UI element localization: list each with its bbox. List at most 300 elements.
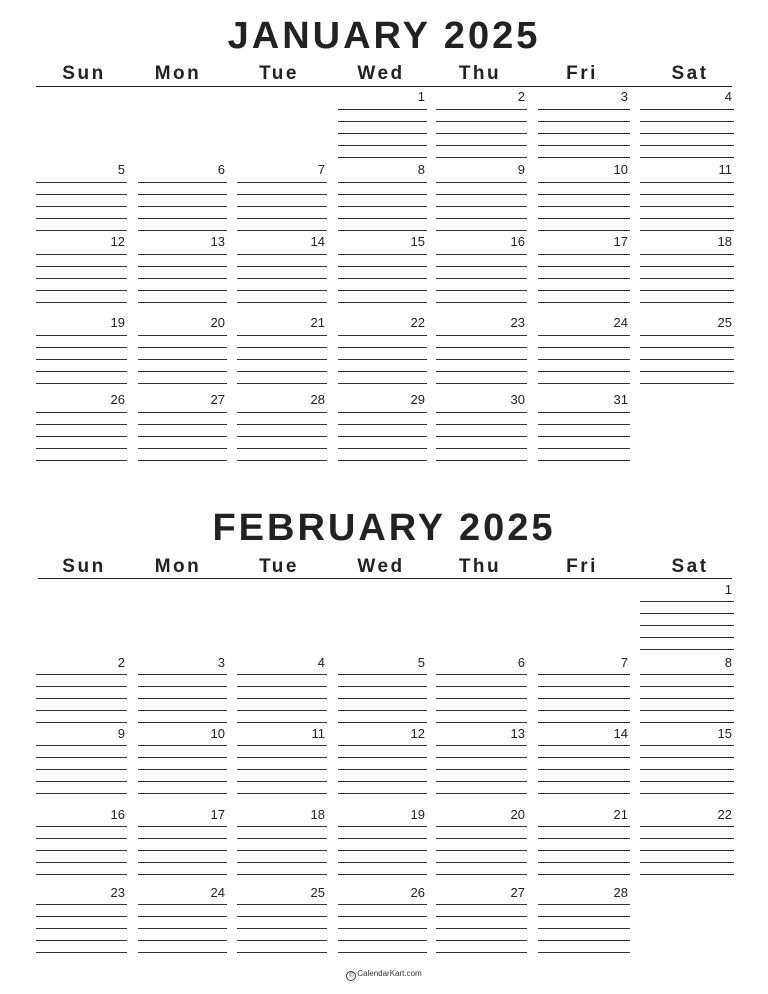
writing-line[interactable] (237, 230, 327, 231)
writing-line[interactable] (138, 302, 227, 303)
writing-line[interactable] (36, 826, 127, 827)
writing-line[interactable] (36, 674, 127, 675)
writing-line[interactable] (36, 194, 127, 195)
writing-line[interactable] (436, 157, 527, 158)
writing-line[interactable] (640, 649, 734, 650)
writing-line[interactable] (538, 302, 630, 303)
writing-line[interactable] (36, 781, 127, 782)
writing-line[interactable] (338, 874, 427, 875)
writing-line[interactable] (538, 218, 630, 219)
writing-line[interactable] (640, 182, 734, 183)
writing-line[interactable] (237, 940, 327, 941)
writing-line[interactable] (237, 460, 327, 461)
writing-line[interactable] (338, 781, 427, 782)
writing-line[interactable] (36, 460, 127, 461)
writing-line[interactable] (237, 904, 327, 905)
writing-line[interactable] (338, 757, 427, 758)
writing-line[interactable] (36, 278, 127, 279)
writing-line[interactable] (338, 686, 427, 687)
writing-line[interactable] (237, 412, 327, 413)
writing-line[interactable] (338, 710, 427, 711)
writing-line[interactable] (436, 290, 527, 291)
writing-line[interactable] (138, 448, 227, 449)
writing-line[interactable] (640, 637, 734, 638)
writing-line[interactable] (538, 850, 630, 851)
writing-line[interactable] (36, 254, 127, 255)
writing-line[interactable] (538, 838, 630, 839)
writing-line[interactable] (36, 916, 127, 917)
writing-line[interactable] (640, 254, 734, 255)
writing-line[interactable] (36, 793, 127, 794)
writing-line[interactable] (436, 218, 527, 219)
writing-line[interactable] (436, 145, 527, 146)
writing-line[interactable] (640, 230, 734, 231)
writing-line[interactable] (538, 290, 630, 291)
day-number: 11 (718, 162, 732, 177)
writing-line[interactable] (138, 862, 227, 863)
writing-line[interactable] (436, 121, 527, 122)
writing-line[interactable] (640, 601, 734, 602)
writing-line[interactable] (640, 874, 734, 875)
writing-line[interactable] (36, 424, 127, 425)
writing-line[interactable] (538, 412, 630, 413)
writing-line[interactable] (138, 940, 227, 941)
writing-line[interactable] (640, 710, 734, 711)
writing-line[interactable] (338, 218, 427, 219)
writing-line[interactable] (138, 698, 227, 699)
writing-line[interactable] (237, 826, 327, 827)
writing-line[interactable] (436, 412, 527, 413)
writing-line[interactable] (237, 838, 327, 839)
writing-line[interactable] (36, 904, 127, 905)
writing-line[interactable] (338, 448, 427, 449)
writing-line[interactable] (338, 952, 427, 953)
writing-line[interactable] (538, 928, 630, 929)
writing-line[interactable] (338, 194, 427, 195)
writing-line[interactable] (237, 722, 327, 723)
writing-line[interactable] (338, 698, 427, 699)
writing-line[interactable] (436, 769, 527, 770)
writing-line[interactable] (338, 359, 427, 360)
writing-line[interactable] (640, 157, 734, 158)
writing-line[interactable] (237, 206, 327, 207)
writing-line[interactable] (138, 194, 227, 195)
header-rule (36, 86, 732, 87)
writing-line[interactable] (338, 826, 427, 827)
writing-line[interactable] (436, 850, 527, 851)
writing-line[interactable] (436, 916, 527, 917)
writing-line[interactable] (237, 781, 327, 782)
writing-line[interactable] (538, 121, 630, 122)
writing-line[interactable] (436, 838, 527, 839)
writing-line[interactable] (640, 613, 734, 614)
writing-line[interactable] (36, 412, 127, 413)
writing-line[interactable] (538, 145, 630, 146)
writing-line[interactable] (237, 371, 327, 372)
writing-line[interactable] (338, 254, 427, 255)
writing-line[interactable] (138, 371, 227, 372)
writing-line[interactable] (436, 460, 527, 461)
writing-line[interactable] (640, 359, 734, 360)
writing-line[interactable] (138, 850, 227, 851)
writing-line[interactable] (138, 230, 227, 231)
writing-line[interactable] (436, 436, 527, 437)
writing-line[interactable] (36, 838, 127, 839)
writing-line[interactable] (436, 206, 527, 207)
writing-line[interactable] (538, 266, 630, 267)
writing-line[interactable] (338, 133, 427, 134)
writing-line[interactable] (538, 460, 630, 461)
writing-line[interactable] (538, 359, 630, 360)
writing-line[interactable] (538, 436, 630, 437)
writing-line[interactable] (237, 710, 327, 711)
writing-line[interactable] (538, 826, 630, 827)
writing-line[interactable] (436, 335, 527, 336)
writing-line[interactable] (640, 335, 734, 336)
writing-line[interactable] (538, 206, 630, 207)
writing-line[interactable] (338, 371, 427, 372)
writing-line[interactable] (138, 952, 227, 953)
writing-line[interactable] (538, 182, 630, 183)
writing-line[interactable] (138, 781, 227, 782)
writing-line[interactable] (538, 674, 630, 675)
writing-line[interactable] (338, 278, 427, 279)
writing-line[interactable] (436, 722, 527, 723)
writing-line[interactable] (36, 302, 127, 303)
writing-line[interactable] (36, 290, 127, 291)
writing-line[interactable] (36, 710, 127, 711)
writing-line[interactable] (237, 757, 327, 758)
writing-line[interactable] (338, 109, 427, 110)
writing-line[interactable] (640, 383, 734, 384)
writing-line[interactable] (640, 862, 734, 863)
writing-line[interactable] (436, 862, 527, 863)
writing-line[interactable] (538, 424, 630, 425)
day-cell (640, 808, 734, 878)
writing-line[interactable] (138, 826, 227, 827)
writing-line[interactable] (640, 121, 734, 122)
writing-line[interactable] (138, 182, 227, 183)
writing-line[interactable] (138, 424, 227, 425)
writing-line[interactable] (138, 686, 227, 687)
writing-line[interactable] (237, 266, 327, 267)
writing-line[interactable] (436, 266, 527, 267)
writing-line[interactable] (640, 757, 734, 758)
writing-line[interactable] (237, 674, 327, 675)
writing-line[interactable] (237, 448, 327, 449)
writing-line[interactable] (436, 686, 527, 687)
writing-line[interactable] (436, 383, 527, 384)
writing-line[interactable] (36, 874, 127, 875)
writing-line[interactable] (36, 347, 127, 348)
writing-line[interactable] (237, 383, 327, 384)
writing-line[interactable] (237, 218, 327, 219)
writing-line[interactable] (436, 781, 527, 782)
writing-line[interactable] (640, 674, 734, 675)
writing-line[interactable] (436, 194, 527, 195)
writing-line[interactable] (538, 371, 630, 372)
writing-line[interactable] (36, 218, 127, 219)
writing-line[interactable] (538, 194, 630, 195)
writing-line[interactable] (538, 769, 630, 770)
writing-line[interactable] (138, 757, 227, 758)
writing-line[interactable] (640, 625, 734, 626)
writing-line[interactable] (138, 904, 227, 905)
writing-line[interactable] (237, 359, 327, 360)
writing-line[interactable] (237, 862, 327, 863)
writing-line[interactable] (436, 674, 527, 675)
writing-line[interactable] (138, 218, 227, 219)
writing-line[interactable] (138, 928, 227, 929)
writing-line[interactable] (538, 781, 630, 782)
writing-line[interactable] (36, 928, 127, 929)
writing-line[interactable] (36, 335, 127, 336)
writing-line[interactable] (338, 383, 427, 384)
writing-line[interactable] (338, 424, 427, 425)
writing-line[interactable] (138, 290, 227, 291)
writing-line[interactable] (338, 436, 427, 437)
writing-line[interactable] (436, 230, 527, 231)
day-number: 6 (217, 162, 225, 177)
writing-line[interactable] (436, 371, 527, 372)
writing-line[interactable] (538, 793, 630, 794)
writing-line[interactable] (640, 109, 734, 110)
writing-line[interactable] (436, 347, 527, 348)
writing-line[interactable] (338, 266, 427, 267)
writing-line[interactable] (640, 266, 734, 267)
writing-line[interactable] (538, 722, 630, 723)
writing-line[interactable] (436, 302, 527, 303)
writing-line[interactable] (338, 838, 427, 839)
writing-line[interactable] (237, 254, 327, 255)
writing-line[interactable] (436, 904, 527, 905)
writing-line[interactable] (138, 722, 227, 723)
writing-line[interactable] (338, 206, 427, 207)
writing-line[interactable] (640, 302, 734, 303)
writing-line[interactable] (436, 793, 527, 794)
writing-line[interactable] (36, 359, 127, 360)
writing-line[interactable] (237, 928, 327, 929)
writing-line[interactable] (436, 826, 527, 827)
writing-line[interactable] (138, 266, 227, 267)
writing-line[interactable] (538, 133, 630, 134)
writing-line[interactable] (640, 133, 734, 134)
writing-line[interactable] (138, 254, 227, 255)
writing-line[interactable] (640, 278, 734, 279)
writing-line[interactable] (36, 757, 127, 758)
writing-line[interactable] (237, 436, 327, 437)
writing-line[interactable] (338, 745, 427, 746)
writing-line[interactable] (36, 230, 127, 231)
writing-line[interactable] (538, 952, 630, 953)
writing-line[interactable] (138, 347, 227, 348)
writing-line[interactable] (640, 745, 734, 746)
writing-line[interactable] (640, 722, 734, 723)
writing-line[interactable] (436, 254, 527, 255)
writing-line[interactable] (36, 182, 127, 183)
writing-line[interactable] (538, 862, 630, 863)
writing-line[interactable] (237, 182, 327, 183)
writing-line[interactable] (237, 278, 327, 279)
writing-line[interactable] (36, 940, 127, 941)
writing-line[interactable] (338, 916, 427, 917)
writing-line[interactable] (538, 686, 630, 687)
writing-line[interactable] (538, 109, 630, 110)
writing-line[interactable] (138, 412, 227, 413)
writing-line[interactable] (538, 448, 630, 449)
writing-line[interactable] (138, 874, 227, 875)
writing-line[interactable] (538, 230, 630, 231)
writing-line[interactable] (436, 745, 527, 746)
writing-line[interactable] (640, 769, 734, 770)
writing-line[interactable] (36, 383, 127, 384)
writing-line[interactable] (138, 769, 227, 770)
writing-line[interactable] (640, 698, 734, 699)
writing-line[interactable] (138, 335, 227, 336)
writing-line[interactable] (338, 674, 427, 675)
writing-line[interactable] (538, 698, 630, 699)
writing-line[interactable] (640, 218, 734, 219)
day-number: 20 (510, 807, 525, 822)
writing-line[interactable] (640, 850, 734, 851)
writing-line[interactable] (640, 194, 734, 195)
writing-line[interactable] (138, 278, 227, 279)
writing-line[interactable] (436, 133, 527, 134)
writing-line[interactable] (640, 793, 734, 794)
writing-line[interactable] (436, 874, 527, 875)
writing-line[interactable] (538, 254, 630, 255)
writing-line[interactable] (640, 290, 734, 291)
writing-line[interactable] (338, 347, 427, 348)
writing-line[interactable] (338, 302, 427, 303)
writing-line[interactable] (338, 230, 427, 231)
writing-line[interactable] (237, 290, 327, 291)
writing-line[interactable] (640, 371, 734, 372)
writing-line[interactable] (436, 698, 527, 699)
writing-line[interactable] (436, 710, 527, 711)
writing-line[interactable] (237, 302, 327, 303)
writing-line[interactable] (538, 335, 630, 336)
writing-line[interactable] (138, 710, 227, 711)
writing-line[interactable] (538, 874, 630, 875)
writing-line[interactable] (237, 793, 327, 794)
writing-line[interactable] (538, 347, 630, 348)
writing-line[interactable] (338, 904, 427, 905)
writing-line[interactable] (338, 460, 427, 461)
writing-line[interactable] (436, 109, 527, 110)
writing-line[interactable] (640, 347, 734, 348)
writing-line[interactable] (436, 448, 527, 449)
writing-line[interactable] (138, 436, 227, 437)
writing-line[interactable] (338, 769, 427, 770)
writing-line[interactable] (338, 793, 427, 794)
writing-line[interactable] (338, 862, 427, 863)
writing-line[interactable] (36, 436, 127, 437)
writing-line[interactable] (237, 850, 327, 851)
writing-line[interactable] (36, 722, 127, 723)
writing-line[interactable] (138, 460, 227, 461)
writing-line[interactable] (436, 182, 527, 183)
writing-line[interactable] (338, 121, 427, 122)
writing-line[interactable] (538, 904, 630, 905)
writing-line[interactable] (538, 916, 630, 917)
writing-line[interactable] (640, 206, 734, 207)
writing-line[interactable] (538, 383, 630, 384)
writing-line[interactable] (36, 448, 127, 449)
writing-line[interactable] (237, 424, 327, 425)
writing-line[interactable] (436, 940, 527, 941)
writing-line[interactable] (436, 928, 527, 929)
writing-line[interactable] (538, 745, 630, 746)
writing-line[interactable] (538, 157, 630, 158)
writing-line[interactable] (36, 206, 127, 207)
writing-line[interactable] (237, 335, 327, 336)
writing-line[interactable] (36, 850, 127, 851)
writing-line[interactable] (640, 781, 734, 782)
writing-line[interactable] (138, 793, 227, 794)
writing-line[interactable] (36, 952, 127, 953)
writing-line[interactable] (36, 686, 127, 687)
writing-line[interactable] (436, 278, 527, 279)
writing-line[interactable] (538, 278, 630, 279)
writing-line[interactable] (237, 769, 327, 770)
writing-line[interactable] (138, 916, 227, 917)
writing-line[interactable] (138, 838, 227, 839)
writing-line[interactable] (237, 916, 327, 917)
writing-line[interactable] (237, 686, 327, 687)
writing-line[interactable] (436, 757, 527, 758)
writing-line[interactable] (237, 745, 327, 746)
writing-line[interactable] (640, 686, 734, 687)
writing-line[interactable] (237, 698, 327, 699)
writing-line[interactable] (138, 359, 227, 360)
writing-line[interactable] (36, 266, 127, 267)
writing-line[interactable] (338, 850, 427, 851)
writing-line[interactable] (436, 952, 527, 953)
writing-line[interactable] (436, 424, 527, 425)
writing-line[interactable] (237, 874, 327, 875)
writing-line[interactable] (138, 206, 227, 207)
writing-line[interactable] (436, 359, 527, 360)
writing-line[interactable] (138, 745, 227, 746)
writing-line[interactable] (640, 826, 734, 827)
writing-line[interactable] (338, 928, 427, 929)
writing-line[interactable] (338, 182, 427, 183)
writing-line[interactable] (538, 757, 630, 758)
writing-line[interactable] (338, 940, 427, 941)
writing-line[interactable] (237, 194, 327, 195)
writing-line[interactable] (538, 710, 630, 711)
writing-line[interactable] (640, 145, 734, 146)
writing-line[interactable] (338, 722, 427, 723)
writing-line[interactable] (338, 412, 427, 413)
writing-line[interactable] (338, 145, 427, 146)
writing-line[interactable] (237, 347, 327, 348)
writing-line[interactable] (538, 940, 630, 941)
writing-line[interactable] (338, 335, 427, 336)
writing-line[interactable] (36, 698, 127, 699)
writing-line[interactable] (36, 862, 127, 863)
writing-line[interactable] (138, 674, 227, 675)
writing-line[interactable] (36, 371, 127, 372)
writing-line[interactable] (36, 745, 127, 746)
writing-line[interactable] (237, 952, 327, 953)
writing-line[interactable] (138, 383, 227, 384)
writing-line[interactable] (338, 290, 427, 291)
writing-line[interactable] (338, 157, 427, 158)
writing-line[interactable] (640, 838, 734, 839)
writing-line[interactable] (36, 769, 127, 770)
